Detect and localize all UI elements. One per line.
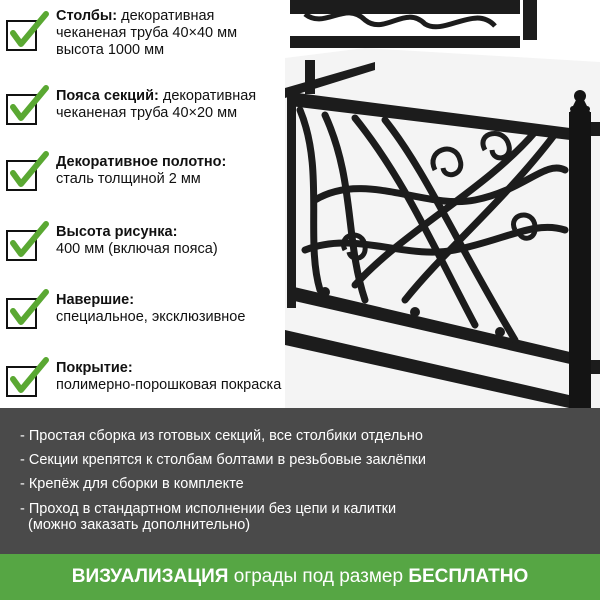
checkmark-in-box-icon <box>4 286 50 330</box>
spec-item <box>4 8 294 59</box>
spec-title: Пояса секций: <box>56 88 159 104</box>
spec-title: Покрытие: <box>56 360 133 376</box>
banner-text: ограды под размер <box>228 566 409 587</box>
spec-title: Навершие: <box>56 292 135 308</box>
spec-item <box>4 82 294 126</box>
checkmark-in-box-icon <box>4 8 50 52</box>
features-panel <box>0 408 600 554</box>
spec-value-line: полимерно-порошковая покраска <box>56 377 282 393</box>
feature-item: - Крепёж для сборки в комплекте <box>20 476 244 492</box>
spec-text <box>56 224 218 258</box>
spec-value-line: сталь толщиной 2 мм <box>56 171 201 187</box>
spec-text <box>56 88 256 122</box>
spec-text <box>56 8 237 59</box>
spec-value-line: чеканеная труба 40×20 мм <box>56 105 238 121</box>
spec-title: Столбы: <box>56 8 118 24</box>
checkmark-in-box-icon <box>4 148 50 192</box>
spec-title: Декоративное полотно: <box>56 154 227 170</box>
banner-bold: БЕСПЛАТНО <box>408 566 529 587</box>
spec-value: декоративная <box>117 8 215 24</box>
checkmark-in-box-icon <box>4 82 50 126</box>
feature-item: (можно заказать дополнительно) <box>20 517 251 533</box>
feature-item: - Простая сборка из готовых секций, все столбики отдельно <box>20 428 423 444</box>
spec-item <box>4 218 294 262</box>
spec-text <box>56 292 245 326</box>
spec-value-line: специальное, эксклюзивное <box>56 309 246 325</box>
feature-item: - Проход в стандартном исполнении без цепи и калитки <box>20 501 397 517</box>
checkmark-in-box-icon <box>4 354 50 398</box>
fence-illustration <box>285 0 600 408</box>
banner-bold: ВИЗУАЛИЗАЦИЯ <box>71 566 229 587</box>
spec-value-line: высота 1000 мм <box>56 42 165 58</box>
spec-title: Высота рисунка: <box>56 224 178 240</box>
checkmark-in-box-icon <box>4 218 50 262</box>
spec-item <box>4 286 294 330</box>
spec-text <box>56 154 226 188</box>
spec-item <box>4 354 324 398</box>
spec-item <box>4 148 294 192</box>
spec-value-line: 400 мм (включая пояса) <box>56 241 218 257</box>
feature-item: - Секции крепятся к столбам болтами в резьбовые заклёпки <box>20 452 426 468</box>
spec-value-line: чеканеная труба 40×40 мм <box>56 25 238 41</box>
spec-value: декоративная <box>158 88 257 104</box>
spec-text <box>56 360 281 394</box>
visualization-banner <box>0 554 600 600</box>
